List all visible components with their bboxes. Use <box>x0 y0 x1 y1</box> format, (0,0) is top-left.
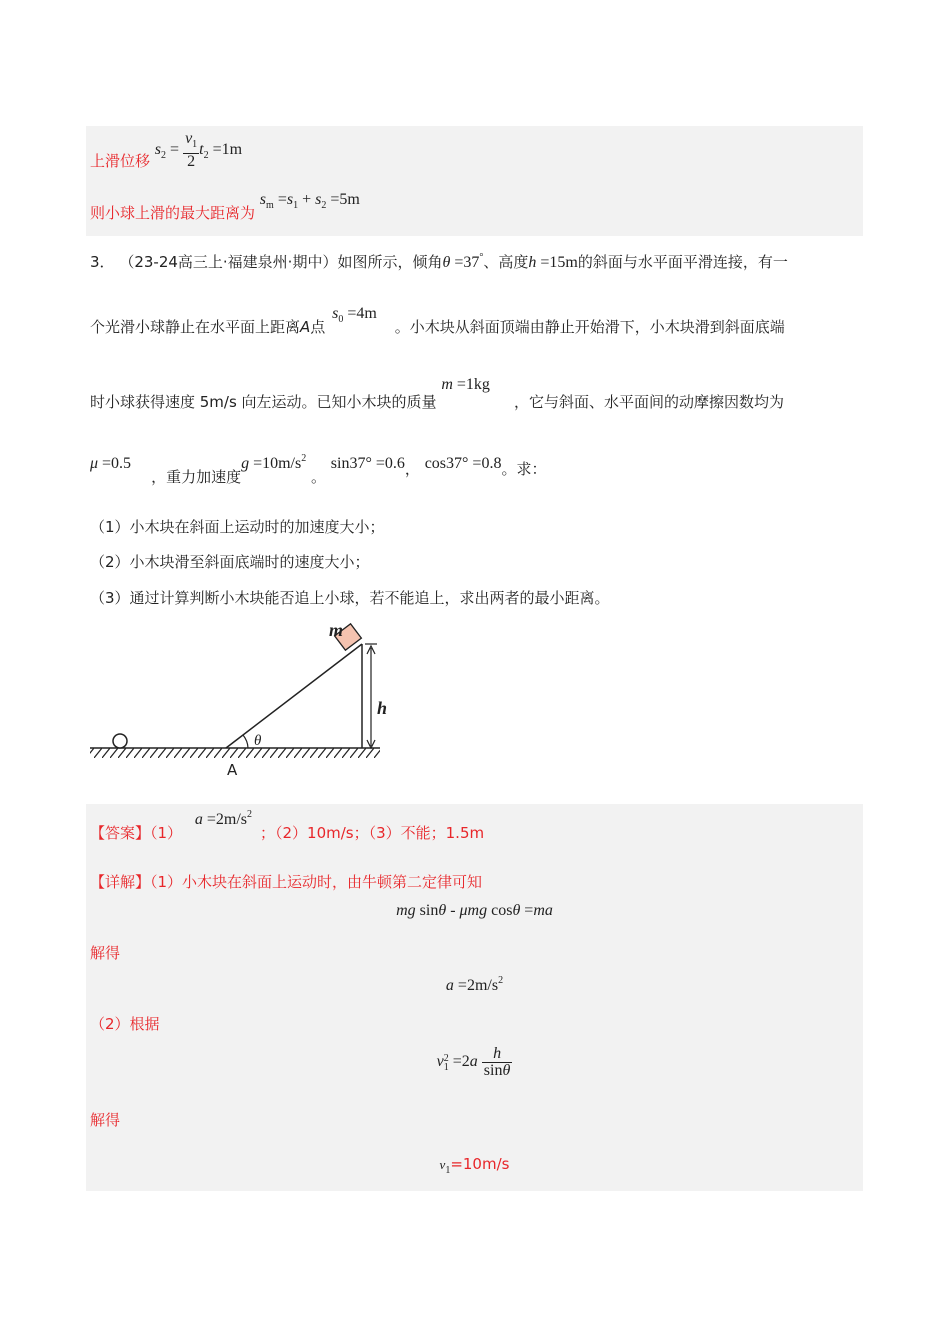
distance-formula: $s_0 =4m$ <box>332 305 377 325</box>
question-number: 3． <box>90 253 115 271</box>
label-m: m <box>329 620 344 640</box>
incline-slope <box>226 644 362 748</box>
question-text: 。求： <box>501 460 547 478</box>
velocity-value: =10m/s <box>450 1155 510 1173</box>
sub-question-1: （1）小木块在斜面上运动时的加速度大小； <box>90 518 385 536</box>
question-text: 个光滑小球静止在水平面上距离 <box>90 318 301 336</box>
question-text: ，它与斜面、水平面间的动摩擦因数均为 <box>513 393 784 411</box>
ground-hatch <box>90 748 380 758</box>
solve-label-1: 解得 <box>90 944 121 962</box>
friction-formula: μ =0.5 <box>90 455 132 472</box>
question-text: ，重力加速度 <box>151 468 242 486</box>
label-theta: θ <box>254 733 262 749</box>
part2-label: （2）根据 <box>90 1015 160 1033</box>
slide-displacement-line <box>90 131 242 170</box>
max-distance-line <box>90 188 360 222</box>
detail-text: （1）小木块在斜面上运动时，由牛顿第二定律可知 <box>150 873 483 891</box>
point-a-text: A <box>300 318 311 336</box>
accel-result: $a =2m/s^2$ <box>445 975 504 994</box>
question-text: 时小球获得速度 5m/s 向左运动。已知小木块的质量 <box>90 393 437 411</box>
ball <box>113 734 127 748</box>
answer-tag: 【答案】 <box>90 824 151 842</box>
answer-text: ；（2）10m/s；（3）不能；1.5m <box>259 824 485 842</box>
question-text: ， <box>404 460 420 478</box>
incline-figure <box>86 618 406 783</box>
question-source: （23-24高三上·福建泉州·期中） <box>119 253 338 271</box>
answer-line <box>90 808 485 842</box>
max-distance-label: 则小球上滑的最大距离为 <box>90 204 256 222</box>
detail-line-1 <box>90 871 482 892</box>
answer-text: （1） <box>150 824 183 842</box>
sin-formula: sin37° =0.6 <box>330 455 405 472</box>
question-line-1 <box>90 251 788 272</box>
mass-formula: m =1kg <box>441 376 490 393</box>
gravity-formula: $g =10m/s^2$ <box>241 453 307 472</box>
question-text: 。小木块从斜面顶端由静止开始滑下，小木块滑到斜面底端 <box>394 318 785 336</box>
label-h: h <box>377 698 388 718</box>
question-line-3 <box>90 373 784 411</box>
sub-question-3: （3）通过计算判断小木块能否追上小球，若不能追上，求出两者的最小距离。 <box>90 589 610 607</box>
detail-tag: 【详解】 <box>90 873 151 891</box>
question-line-2 <box>90 302 785 336</box>
solve-label-2: 解得 <box>90 1111 121 1129</box>
question-line-4 <box>90 452 547 486</box>
question-text: 、高度 <box>483 253 529 271</box>
slide-displacement-formula: $s_2$ = $\frac{v_1}{2}$ $t_2 =1m$ <box>154 130 243 170</box>
question-text: 的斜面与水平面平滑连接，有一 <box>577 253 788 271</box>
question-text: 如图所示，倾角 <box>337 253 443 271</box>
answer-box <box>86 804 863 1191</box>
height-formula: h =15m <box>528 254 578 271</box>
question-text: 。 <box>311 468 327 486</box>
label-a: A <box>227 761 238 779</box>
slide-displacement-label: 上滑位移 <box>90 152 151 171</box>
cos-formula: cos37° =0.8 <box>424 455 502 472</box>
newton-equation: mg sinθ - μmg cosθ =ma <box>396 902 553 919</box>
max-distance-formula: $s_m =s_1 + s_2 =5m$ <box>259 191 360 211</box>
velocity-result <box>86 1155 863 1176</box>
angle-formula: θ =37° <box>442 252 484 271</box>
kinematic-equation: v2 1 =2a $\frac{h}{\sin\theta}$ <box>436 1045 511 1079</box>
sub-question-2: （2）小木块滑至斜面底端时的速度大小； <box>90 553 370 571</box>
angle-arc <box>243 735 248 748</box>
question-text: 点 <box>310 318 326 336</box>
answer-accel-formula: $a =2m/s^2$ <box>194 809 252 828</box>
velocity-symbol: $v_1$ <box>439 1157 451 1176</box>
